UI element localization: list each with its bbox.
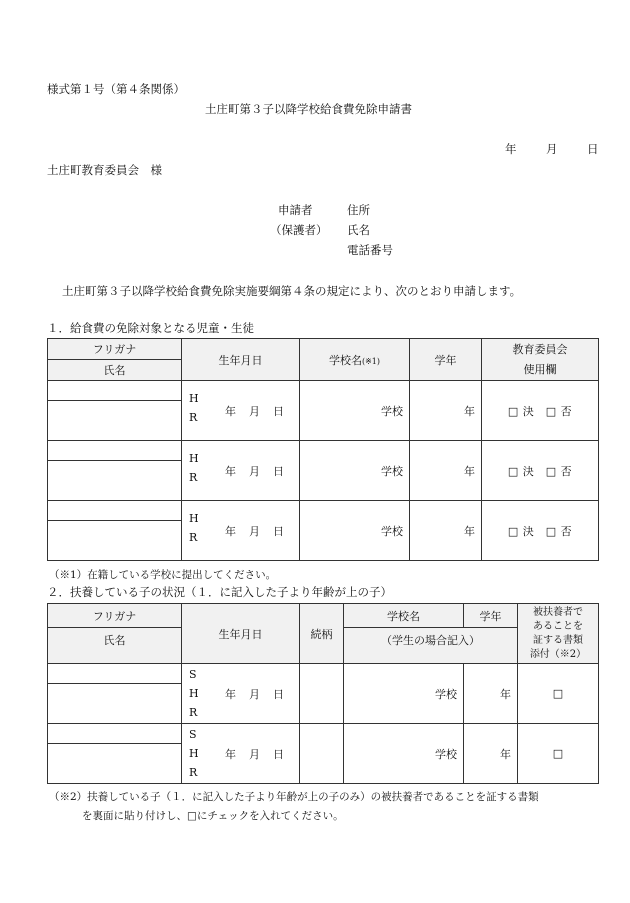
section2-heading: ２．扶養している子の状況（１．に記入した子より年齢が上の子） <box>47 585 392 599</box>
grade-cell[interactable]: 年 <box>410 441 482 501</box>
era-r: R <box>189 411 198 424</box>
name-cell[interactable] <box>48 401 182 441</box>
era-h: H <box>189 452 199 465</box>
applicant-label: 申請者 <box>278 203 313 217</box>
name-label: 氏名 <box>347 223 370 237</box>
birth-cell[interactable] <box>182 724 300 784</box>
address-label: 住所 <box>347 203 370 217</box>
header-school <box>300 339 410 381</box>
furigana-cell[interactable] <box>48 441 182 461</box>
date-month: 月 <box>546 142 558 156</box>
attachment-checkbox[interactable]: □ <box>518 724 599 784</box>
birth-year: 年 <box>225 687 236 701</box>
birth-year: 年 <box>225 464 236 478</box>
birth-cell[interactable] <box>182 501 300 561</box>
era-r: R <box>189 706 198 719</box>
school-cell[interactable]: 学校 <box>300 441 410 501</box>
grade-cell[interactable]: 年 <box>410 501 482 561</box>
school-cell[interactable]: 学校 <box>344 664 464 724</box>
grade-cell[interactable]: 年 <box>410 381 482 441</box>
section2-note-line2: を裏面に貼り付けし、□にチェックを入れてください。 <box>82 810 344 822</box>
furigana-cell[interactable] <box>48 664 182 684</box>
header-birth: 生年月日 <box>182 339 300 381</box>
name-cell[interactable] <box>48 521 182 561</box>
decision-checkboxes[interactable]: □ 決 □ 否 <box>482 501 599 561</box>
era-s: S <box>189 728 197 741</box>
era-h: H <box>189 687 199 700</box>
section2-note-line1: （※2）扶養している子（１．に記入した子より年齢が上の子のみ）の被扶養者であることを証する書類 <box>49 791 539 803</box>
header-attachment-line3: 証する書類 <box>533 634 583 646</box>
header-attachment-line1: 被扶養者で <box>533 606 583 618</box>
birth-month: 月 <box>249 687 260 701</box>
date-day: 日 <box>587 142 599 156</box>
header-grade: 学年 <box>464 604 518 628</box>
birth-month: 月 <box>249 524 260 538</box>
header-school-label: 学校名 <box>328 353 362 367</box>
birth-month: 月 <box>249 747 260 761</box>
header-student-note: （学生の場合記入） <box>344 628 518 664</box>
birth-day: 日 <box>273 464 284 478</box>
birth-month: 月 <box>249 404 260 418</box>
section2-table <box>47 603 599 784</box>
header-school: 学校名 <box>344 604 464 628</box>
form-id: 様式第１号（第４条関係） <box>47 82 185 96</box>
era-r: R <box>189 531 198 544</box>
birth-year: 年 <box>225 524 236 538</box>
era-r: R <box>189 471 198 484</box>
relation-cell[interactable] <box>300 664 344 724</box>
header-attachment-line2: あることを <box>533 620 583 632</box>
birth-cell[interactable] <box>182 381 300 441</box>
header-relation: 続柄 <box>300 604 344 664</box>
birth-year: 年 <box>225 747 236 761</box>
era-r: R <box>189 766 198 779</box>
birth-cell[interactable] <box>182 664 300 724</box>
header-furigana: フリガナ <box>48 604 182 628</box>
birth-cell[interactable] <box>182 441 300 501</box>
birth-year: 年 <box>225 404 236 418</box>
grade-cell[interactable]: 年 <box>464 724 518 784</box>
birth-day: 日 <box>273 747 284 761</box>
attachment-checkbox[interactable]: □ <box>518 664 599 724</box>
header-attachment-line4: 添付（※2） <box>529 648 587 660</box>
birth-day: 日 <box>273 524 284 538</box>
decision-checkboxes[interactable]: □ 決 □ 否 <box>482 381 599 441</box>
section1-note: （※1）在籍している学校に提出してください。 <box>49 569 277 581</box>
school-cell[interactable]: 学校 <box>344 724 464 784</box>
era-h: H <box>189 747 199 760</box>
header-birth: 生年月日 <box>182 604 300 664</box>
era-h: H <box>189 512 199 525</box>
header-furigana: フリガナ <box>48 339 182 360</box>
header-attachment <box>518 604 599 664</box>
school-cell[interactable]: 学校 <box>300 381 410 441</box>
relation-cell[interactable] <box>300 724 344 784</box>
grade-cell[interactable]: 年 <box>464 664 518 724</box>
header-grade: 学年 <box>410 339 482 381</box>
section1-table <box>47 338 599 561</box>
addressee: 土庄町教育委員会 様 <box>47 163 162 177</box>
date-year: 年 <box>505 142 517 156</box>
furigana-cell[interactable] <box>48 381 182 401</box>
birth-month: 月 <box>249 464 260 478</box>
name-cell[interactable] <box>48 461 182 501</box>
phone-label: 電話番号 <box>347 243 393 257</box>
furigana-cell[interactable] <box>48 501 182 521</box>
decision-checkboxes[interactable]: □ 決 □ 否 <box>482 441 599 501</box>
era-s: S <box>189 668 197 681</box>
birth-day: 日 <box>273 404 284 418</box>
form-title: 土庄町第３子以降学校給食費免除申請書 <box>205 102 412 116</box>
name-cell[interactable] <box>48 684 182 724</box>
birth-day: 日 <box>273 687 284 701</box>
school-cell[interactable]: 学校 <box>300 501 410 561</box>
header-committee <box>482 339 599 381</box>
header-name: 氏名 <box>48 360 182 381</box>
header-school-note: (※1) <box>361 356 381 366</box>
guardian-label: （保護者） <box>270 223 328 237</box>
era-h: H <box>189 392 199 405</box>
name-cell[interactable] <box>48 744 182 784</box>
header-name: 氏名 <box>48 628 182 664</box>
intro-text: 土庄町第３子以降学校給食費免除実施要綱第４条の規定により、次のとおり申請します。 <box>62 284 522 298</box>
section1-heading: １．給食費の免除対象となる児童・生徒 <box>47 321 254 335</box>
header-committee-line2: 使用欄 <box>523 362 557 376</box>
header-committee-line1: 教育委員会 <box>512 342 568 356</box>
furigana-cell[interactable] <box>48 724 182 744</box>
